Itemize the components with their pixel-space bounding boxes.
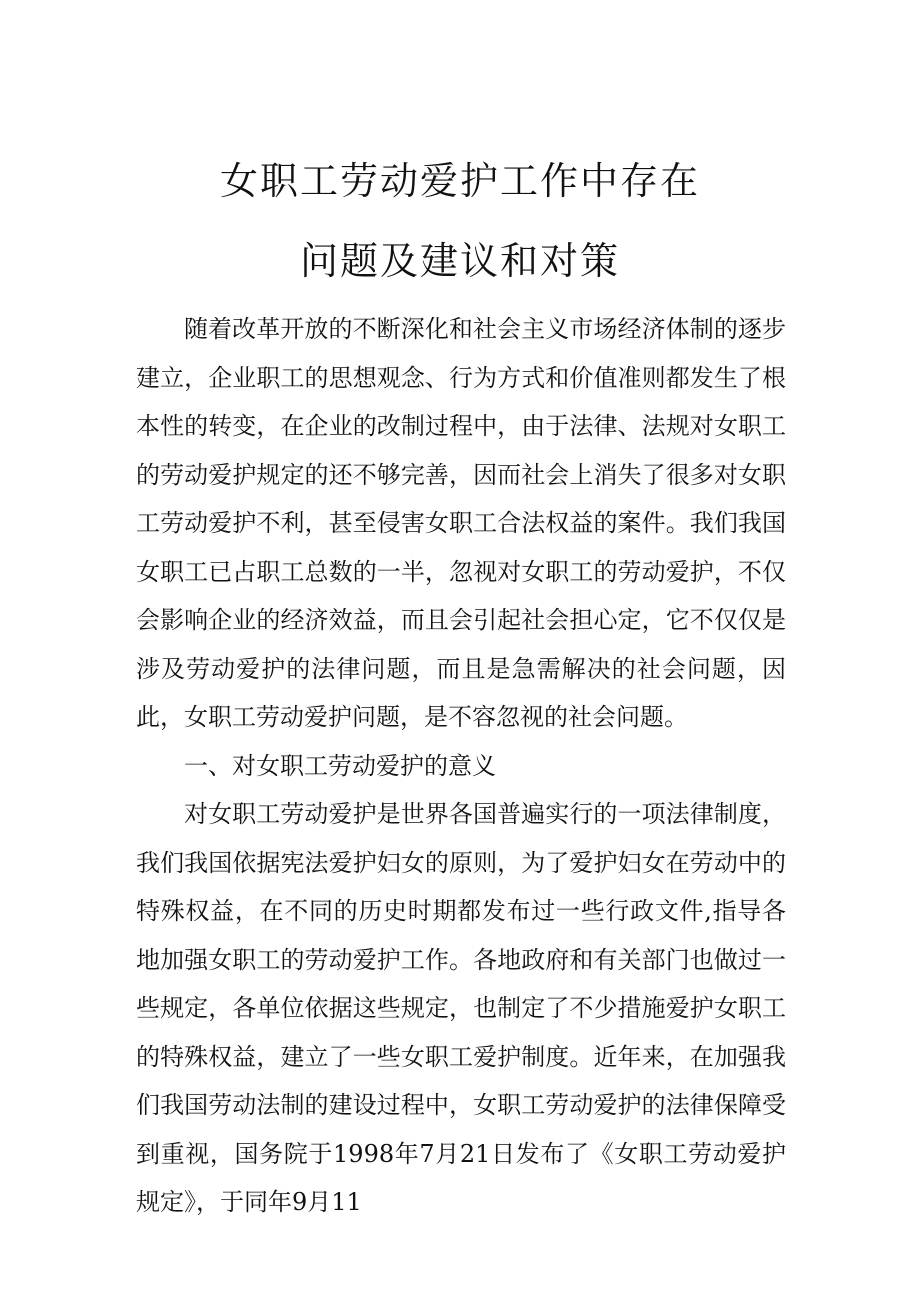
paragraph-intro: 随着改革开放的不断深化和社会主义市场经济体制的逐步建立，企业职工的思想观念、行为方式和价值准则都发生了根本性的转变，在企业的改制过程中，由于法律、法规对女职工的劳动爱护规定的还不够完善，因而社会上消失了很多对女职工劳动爱护不利，甚至侵害女职工合法权益的案件。我们我国女职工已占职工总数的一半，忽视对女职工的劳动爱护，不仅会影响企业的经济效益，而且会引起社会担心定，它不仅仅是涉及劳动爱护的法律问题，而且是急需解决的社会问题，因此，女职工劳动爱护问题，是不容忽视的社会问题。 bbox=[136, 315, 786, 731]
document-body bbox=[136, 305, 786, 1227]
section-heading-1: 一、对女职工劳动爱护的意义 bbox=[184, 751, 496, 780]
paragraph-section-1: 对女职工劳动爱护是世界各国普遍实行的一项法律制度，我们我国依据宪法爱护妇女的原则，为了爱护妇女在劳动中的特殊权益，在不同的历史时期都发布过一些行政文件,指导各地加强女职工的劳动爱护工作。各地政府和有关部门也做过一些规定，各单位依据这些规定，也制定了不少措施爱护女职工的特殊权益，建立了一些女职工爱护制度。近年来，在加强我们我国劳动法制的建设过程中，女职工劳动爱护的法律保障受到重视，国务院于1998年7月21日发布了《女职工劳动爱护规定》，于同年9月11 bbox=[136, 800, 786, 1216]
document-title-line-1: 女职工劳动爱护工作中存在 bbox=[219, 159, 700, 203]
document-title-line-2: 问题及建议和对策 bbox=[299, 239, 620, 283]
